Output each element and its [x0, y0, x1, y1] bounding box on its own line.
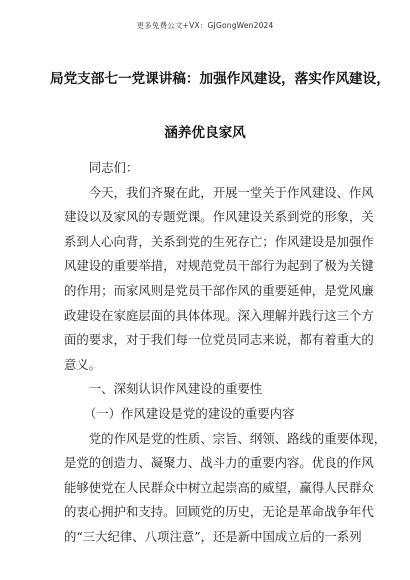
paragraph-line: 面的要求，对于我们每一位党员同志来说，都有着重大的 — [64, 332, 374, 348]
paragraph-line: 今天，我们齐聚在此，开展一堂关于作风建设、作风 — [88, 184, 374, 200]
body-paragraph — [64, 427, 387, 550]
paragraph-line: 党的作风是党的性质、宗旨、纲领、路线的重要体现， — [88, 430, 387, 446]
paragraph-line: 意义。 — [64, 356, 102, 372]
intro-paragraph — [64, 181, 374, 378]
paragraph-line: 是党的创造力、凝聚力、战斗力的重要内容。优良的作风 — [64, 455, 374, 471]
paragraph-line: 系到人心向背，关系到党的生死存亡；作风建设是加强作 — [64, 233, 374, 249]
paragraph-line: 风建设的重要举措，对规范党员干部行为起到了极为关键 — [64, 258, 374, 274]
document-title-line-1: 局党支部七一党课讲稿：加强作风建设，落实作风建设， — [50, 71, 390, 87]
paragraph-line: 的衷心拥护和支持。回顾党的历史，无论是革命战争年代 — [64, 504, 374, 520]
paragraph-line: 能够使党在人民群众中树立起崇高的威望，赢得人民群众 — [64, 479, 374, 495]
section-1-heading: 一、深刻认识作风建设的重要性 — [88, 381, 263, 397]
salutation-text: 同志们： — [88, 160, 139, 175]
document-body — [64, 156, 387, 550]
paragraph-line: 政建设在家庭层面的具体体现。深入理解并践行这三个方 — [64, 307, 374, 323]
subsection-heading — [64, 402, 346, 427]
paragraph-line: 建设以及家风的专题党课。作风建设关系到党的形象，关 — [64, 209, 374, 225]
document-title-line-2: 涵养优良家风 — [164, 125, 246, 141]
header-note: 更多免费公文+VX：GJGongWen2024 — [136, 21, 274, 30]
paragraph-line: 的“三大纪律、八项注意”，还是新中国成立后的一系列 — [64, 528, 362, 544]
paragraph-line: 的作用；而家风则是党员干部作风的重要延伸，是党风廉 — [64, 282, 374, 298]
section-heading — [64, 377, 346, 402]
subsection-1-heading: （一）作风建设是党的建设的重要内容 — [83, 405, 295, 421]
salutation — [64, 156, 346, 181]
